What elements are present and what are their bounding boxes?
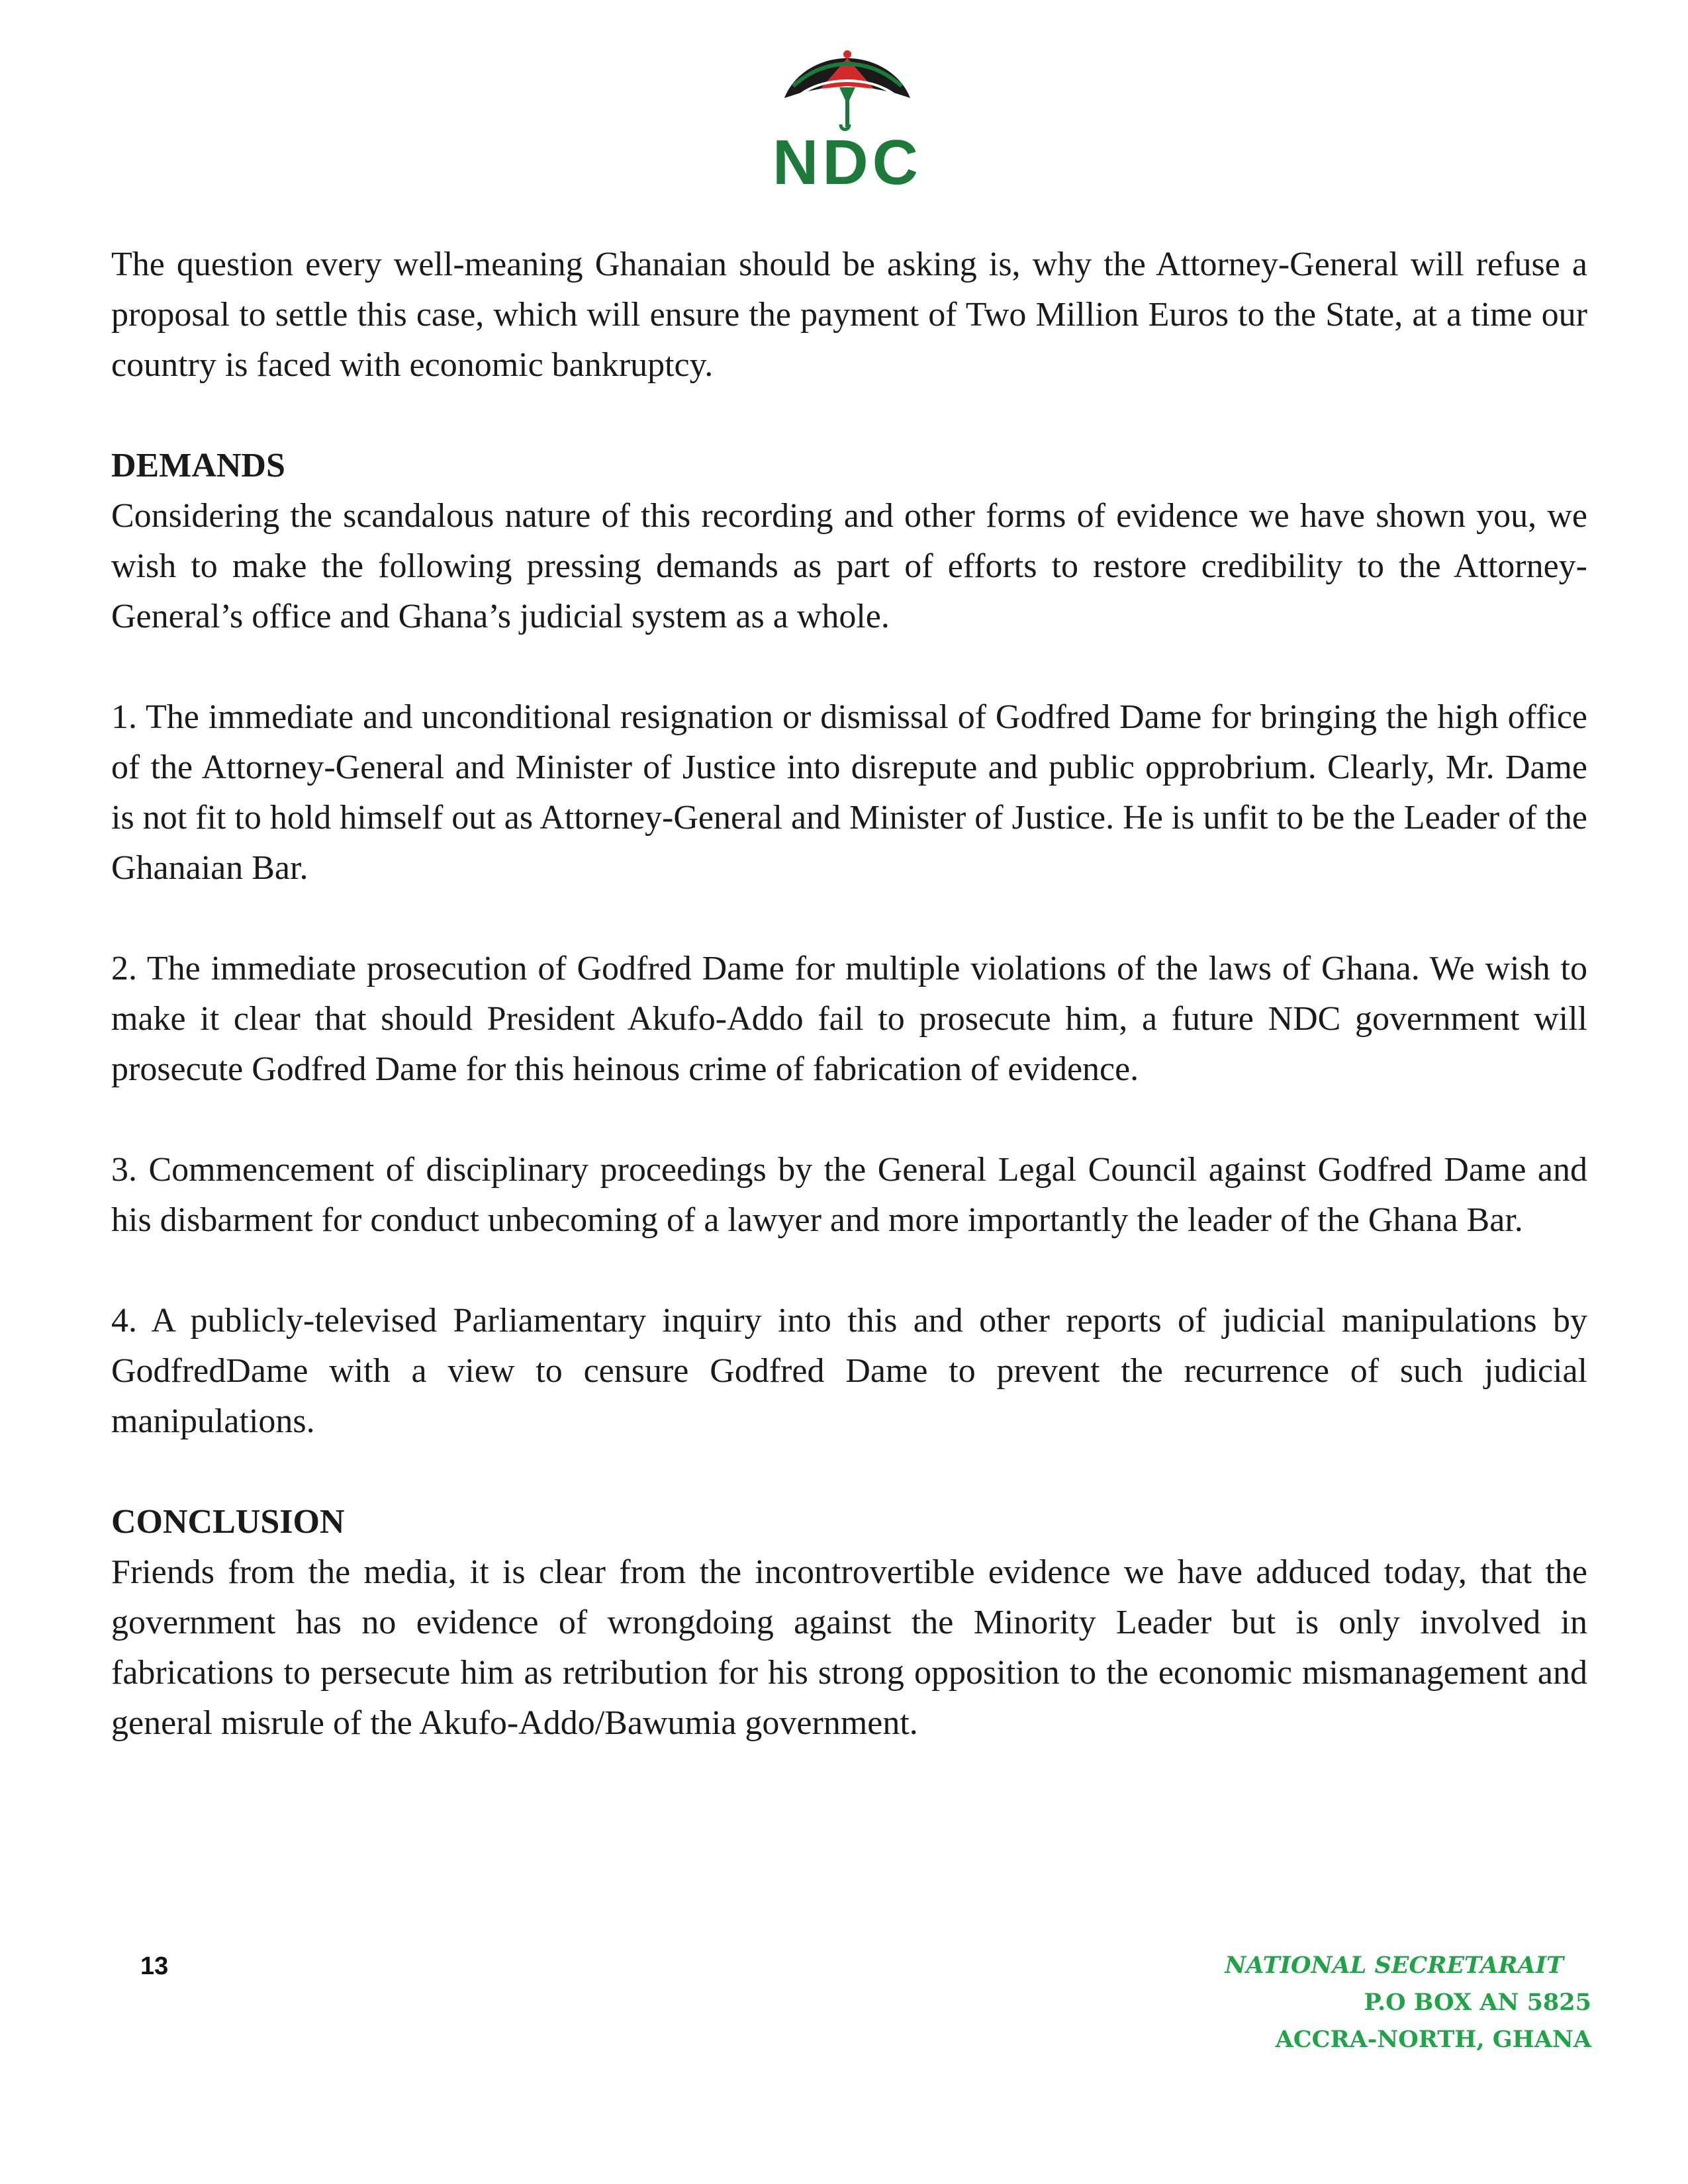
ndc-logo — [748, 46, 947, 199]
conclusion-heading: CONCLUSION — [111, 1503, 345, 1541]
page-number: 13 — [140, 1952, 169, 1980]
logo-text: NDC — [773, 127, 922, 198]
demands-intro-paragraph: Considering the scandalous nature of this recording and other forms of evidence we have shown you, we wish to make the following pressing demands as part of efforts to restore credibility to the Attorney-General’s office and Ghana’s judicial system as a whole. — [111, 497, 1587, 635]
footer-secretariat: NATIONAL SECRETARAIT — [1225, 1952, 1564, 1979]
umbrella-icon — [748, 46, 947, 132]
footer-po-box: P.O BOX AN 5825 — [1364, 1989, 1591, 2016]
conclusion-paragraph: Friends from the media, it is clear from the incontrovertible evidence we have adduced today, that the government has no evidence of wrongdoing against the Minority Leader but is only involved in fabrications to persecute him as retribution for his strong opposition to the economic mismanagement and general misrule of the Akufo-Addo/Bawumia government. — [111, 1553, 1587, 1742]
footer-address — [1225, 1947, 1591, 2058]
demand-item-4: 4. A publicly-televised Parliamentary inquiry into this and other reports of judicial manipulations by GodfredDame with a view to censure Godfred Dame to prevent the recurrence of such judicial manipulations. — [111, 1302, 1587, 1440]
intro-paragraph: The question every well-meaning Ghanaian should be asking is, why the Attorney-General will refuse a proposal to settle this case, which will ensure the payment of Two Million Euros to the State, at a time our country is faced with economic bankruptcy. — [111, 246, 1587, 384]
document-body — [111, 240, 1587, 1799]
demands-heading: DEMANDS — [111, 447, 285, 484]
footer-city: ACCRA-NORTH, GHANA — [1275, 2026, 1591, 2053]
demand-item-3: 3. Commencement of disciplinary proceedings by the General Legal Council against Godfred Dame and his disbarment for conduct unbecoming of a lawyer and more importantly the leader of the Ghana Bar. — [111, 1151, 1587, 1239]
demand-item-2: 2. The immediate prosecution of Godfred Dame for multiple violations of the laws of Ghana. We wish to make it clear that should President Akufo-Addo fail to prosecute him, a future NDC government will prosecute Godfred Dame for this heinous crime of fabrication of evidence. — [111, 950, 1587, 1088]
demand-item-1: 1. The immediate and unconditional resignation or dismissal of Godfred Dame for bringing the high office of the Attorney-General and Minister of Justice into disrepute and public opprobrium. Clearly, Mr. Dame is not fit to hold himself out as Attorney-General and Minister of Justice. He is unfit to be the Leader of the Ghanaian Bar. — [111, 698, 1587, 887]
